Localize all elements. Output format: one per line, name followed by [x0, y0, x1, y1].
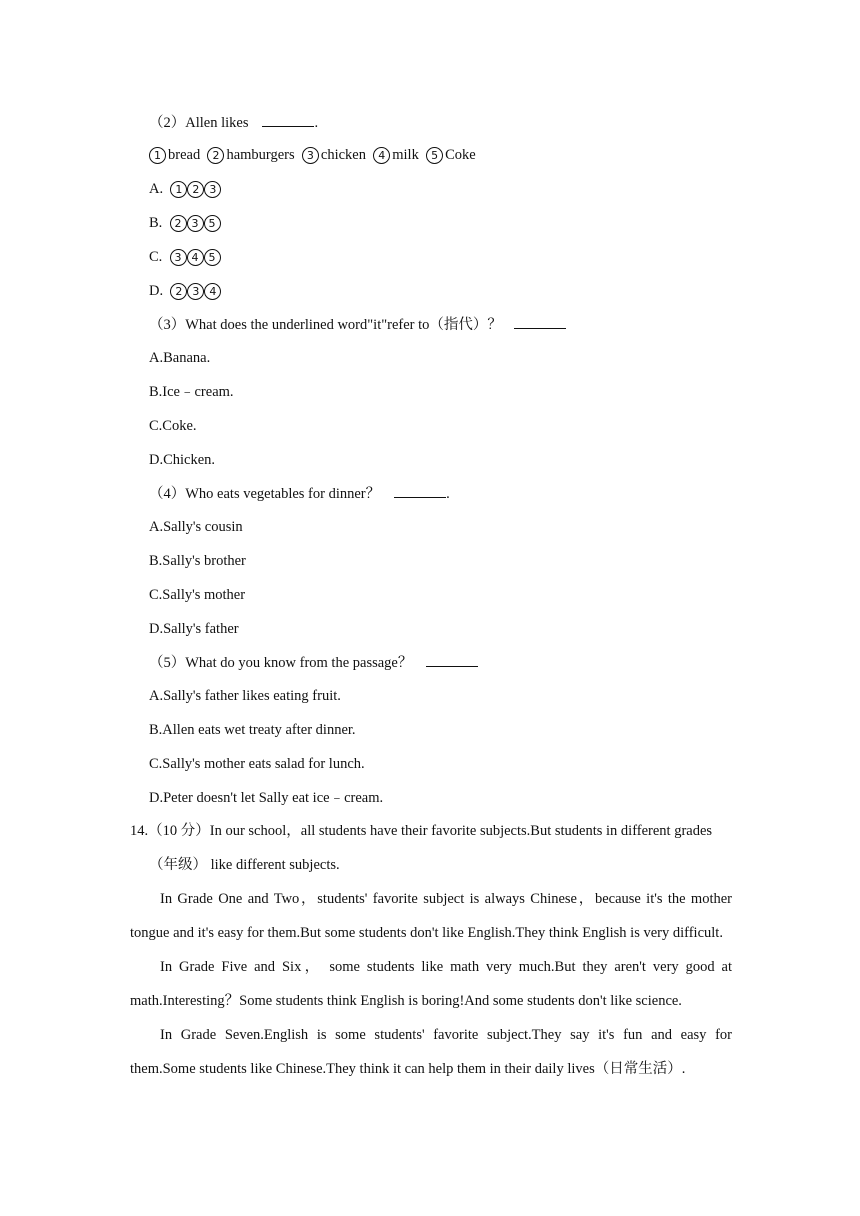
- q5-stem-text: （5）What do you know from the passage？: [149, 655, 413, 671]
- q4-stem-text: （4）Who eats vegetables for dinner？: [149, 486, 381, 502]
- circled-number: 5: [426, 147, 443, 164]
- circled-number: 3: [170, 249, 187, 266]
- choice-4: [373, 147, 419, 163]
- q3-stem: [149, 315, 566, 334]
- q2-choices-line: [149, 146, 476, 164]
- choice-word: milk: [392, 147, 419, 163]
- option-letter: D.: [149, 283, 164, 299]
- q3-option-a[interactable]: A.Banana.: [149, 350, 211, 366]
- passage-paragraph-2: In Grade Five and Six， some students like math very much.But they aren't very good at math.Interesting？Some students think English is boring!And some students don't like science.: [130, 959, 732, 1009]
- q14-passage: [130, 882, 732, 1086]
- answer-blank: [394, 484, 446, 498]
- circled-number: 2: [187, 181, 204, 198]
- circled-number: 2: [207, 147, 224, 164]
- q3-option-c[interactable]: C.Coke.: [149, 418, 197, 434]
- q2-option-b[interactable]: [149, 214, 221, 232]
- circled-number: 5: [204, 215, 221, 232]
- answer-blank: [262, 113, 314, 127]
- q2-option-c[interactable]: [149, 248, 221, 266]
- circled-number: 2: [170, 215, 187, 232]
- q14-heading: 14.（10 分）In our school，all students have their favorite subjects.But students in different grades: [130, 823, 713, 839]
- circled-number: 3: [302, 147, 319, 164]
- choice-word: hamburgers: [226, 147, 295, 163]
- passage-paragraph-1: In Grade One and Two，students' favorite subject is always Chinese，because it's the mother tongue and it's easy for them.But some students don't like English.They think English is very difficult.: [130, 891, 732, 941]
- answer-blank: [426, 653, 478, 667]
- q3-stem-text: （3）What does the underlined word"it"refer to（指代）？: [149, 317, 502, 333]
- choice-2: [207, 147, 294, 163]
- circled-number: 4: [187, 249, 204, 266]
- choice-1: [149, 147, 200, 163]
- q5-stem: [149, 653, 478, 672]
- q5-option-c[interactable]: C.Sally's mother eats salad for lunch.: [149, 756, 365, 772]
- circled-number: 5: [204, 249, 221, 266]
- q2-option-a[interactable]: [149, 180, 221, 198]
- option-letter: A.: [149, 181, 164, 197]
- q4-stem-end: .: [446, 486, 450, 502]
- circled-number: 3: [204, 181, 221, 198]
- answer-blank: [514, 315, 566, 329]
- circled-number: 1: [149, 147, 166, 164]
- q5-option-b[interactable]: B.Allen eats wet treaty after dinner.: [149, 722, 356, 738]
- q3-option-d[interactable]: D.Chicken.: [149, 452, 216, 468]
- circled-number: 1: [170, 181, 187, 198]
- choice-word: chicken: [320, 147, 366, 163]
- q4-option-a[interactable]: A.Sally's cousin: [149, 519, 243, 535]
- circled-number: 4: [373, 147, 390, 164]
- choice-5: [426, 147, 476, 163]
- q4-option-d[interactable]: D.Sally's father: [149, 621, 239, 637]
- q14-heading-continued: （年级） like different subjects.: [149, 857, 340, 873]
- q2-option-d[interactable]: [149, 282, 221, 300]
- circled-number: 3: [187, 215, 204, 232]
- q2-stem-text: （2）Allen likes: [149, 115, 249, 131]
- choice-word: bread: [168, 147, 201, 163]
- q5-option-d[interactable]: D.Peter doesn't let Sally eat ice﹣cream.: [149, 790, 384, 806]
- option-letter: B.: [149, 215, 163, 231]
- passage-paragraph-3: In Grade Seven.English is some students' favorite subject.They say it's fun and easy for them.Some students like Chinese.They think it can help them in their daily lives（日常生活）.: [130, 1027, 732, 1077]
- q3-option-b[interactable]: B.Ice﹣cream.: [149, 384, 234, 400]
- q4-option-b[interactable]: B.Sally's brother: [149, 553, 246, 569]
- circled-number: 4: [204, 283, 221, 300]
- q4-option-c[interactable]: C.Sally's mother: [149, 587, 246, 603]
- circled-number: 3: [187, 283, 204, 300]
- choice-3: [302, 147, 366, 163]
- q5-option-a[interactable]: A.Sally's father likes eating fruit.: [149, 688, 341, 704]
- q4-stem: [149, 484, 450, 503]
- q2-stem-end: .: [314, 115, 319, 131]
- q2-stem: [149, 113, 318, 132]
- choice-word: Coke: [445, 147, 476, 163]
- option-letter: C.: [149, 249, 163, 265]
- circled-number: 2: [170, 283, 187, 300]
